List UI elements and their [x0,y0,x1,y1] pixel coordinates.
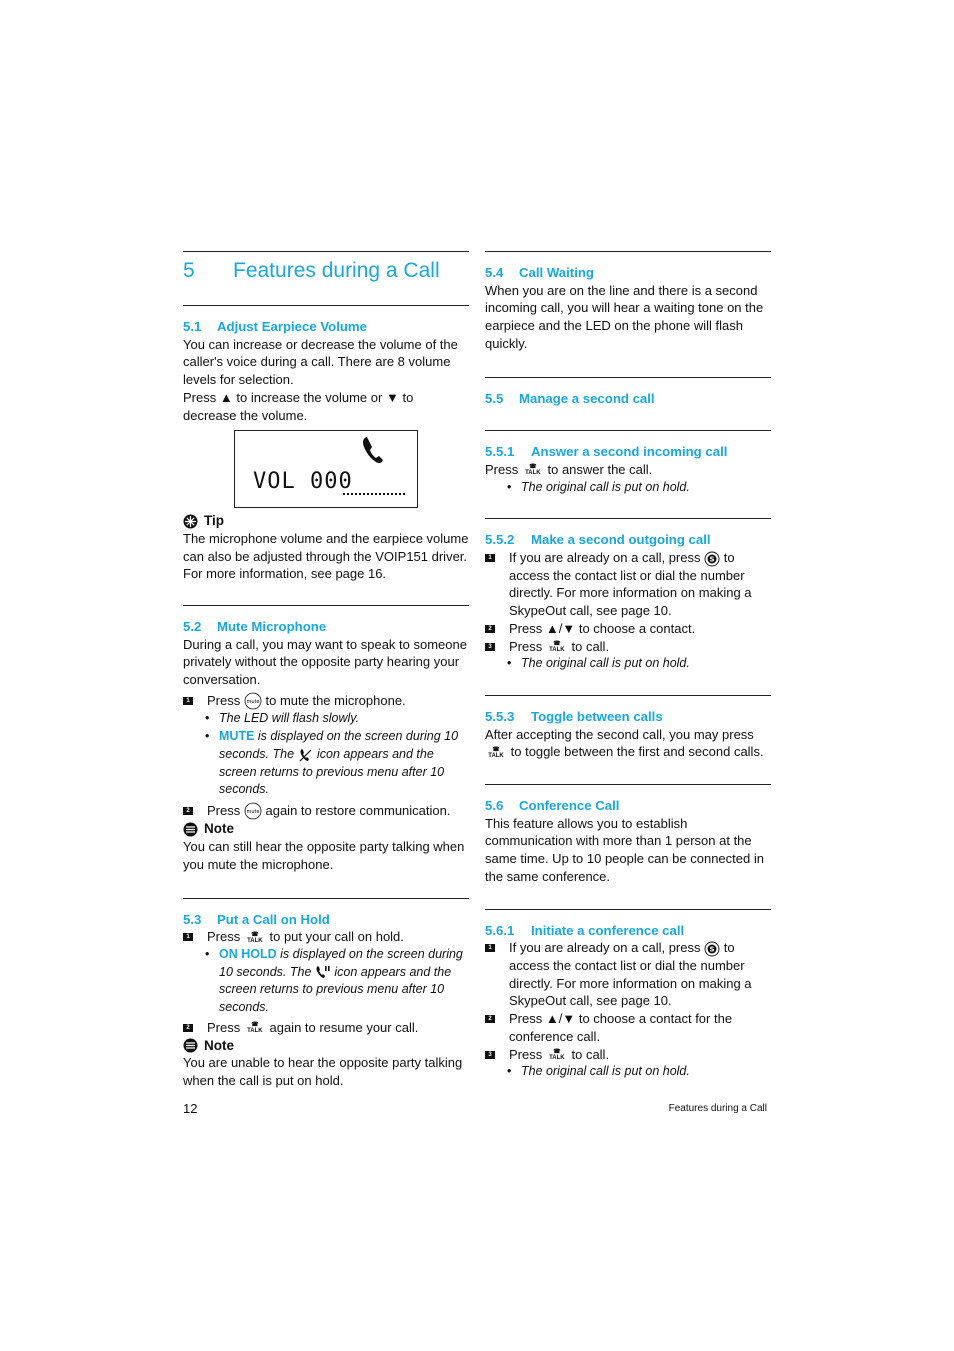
rule [485,377,771,378]
section-title: Make a second outgoing call [531,532,711,548]
mute-key-icon [244,802,262,820]
rule [485,430,771,431]
step-3 [485,638,771,656]
section-title: Call Waiting [519,265,594,280]
step-text [509,549,771,620]
mute-key-label: mute [246,699,260,706]
section-number: 5.1 [183,319,202,334]
step-3 [485,1046,771,1064]
section-heading [485,708,771,726]
section-title: Answer a second incoming call [531,444,728,460]
text: to call. [571,1046,610,1062]
text: If you are already on a call, press [509,550,701,566]
note-label [183,1037,469,1055]
bullet-item: • The LED will flash slowly. [183,710,469,728]
text: Press [485,461,519,477]
tip-icon [183,514,198,529]
skype-key-icon [704,941,720,957]
section-5-1 [183,318,469,583]
talk-key-label: TALK [549,647,565,654]
section-5-5 [485,390,771,408]
chapter-title: Features during a Call [233,259,440,282]
section-heading [485,390,771,408]
bullet-text [219,946,469,1017]
section-title: Conference Call [519,798,620,814]
step-2 [183,1019,469,1037]
section-5-6 [485,797,771,886]
text: icon appears and the screen returns to previous menu after 10 seconds. [219,746,445,797]
text: again to restore communication. [265,802,451,818]
section-5-2 [183,618,469,874]
section-heading [485,264,771,282]
bullet-item: • MUTE is displayed on the screen during 10 seconds. The icon appears and the screen returns to previous menu after 10 seconds. [183,728,469,799]
text: to choose a contact. [578,620,696,636]
rule [183,898,469,899]
label-text: Note [204,821,234,837]
text: After accepting the second call, you may press [485,726,754,742]
rule [485,518,771,519]
bullet-text: The original call is put on hold. [521,1064,690,1079]
footer-section-title: Features during a Call [668,1103,767,1114]
chapter-number: 5 [183,259,195,282]
talk-key-label: TALK [525,470,541,477]
rule [485,251,771,252]
on-hold-label: ON HOLD [219,947,277,961]
section-number: 5.4 [485,265,504,280]
step-1 [485,549,771,620]
lcd-volume-text: VOL 000 [253,469,353,495]
section-heading [485,443,771,461]
talk-key-label: TALK [549,1055,565,1062]
mute-status-icon [298,747,314,763]
step-text [509,1010,771,1045]
note-icon [183,822,198,837]
text: Press [207,929,241,945]
up-down-arrow-icon: ▲/▼ [545,1011,576,1027]
section-5-5-3 [485,708,771,761]
text: Press [207,802,241,818]
section-number: 5.6 [485,798,504,814]
down-arrow-icon: ▼ [385,389,399,405]
bullet-text: The original call is put on hold. [521,656,690,671]
talk-key-icon: ☎ TALK [488,746,504,759]
volume-level-dots [343,493,405,495]
bullet-text [219,728,469,799]
mute-key-icon [244,692,262,710]
tip-label [183,512,469,530]
section-5-5-2 [485,531,771,673]
section-title: Put a Call on Hold [217,911,330,927]
section-number: 5.5 [485,390,504,406]
paragraph: During a call, you may want to speak to someone privately without the opposite party hearing your conversation. [183,636,467,688]
text: Press [509,1046,543,1062]
left-column [183,251,469,1090]
paragraph: This feature allows you to establish communication with more than 1 person at the same time. Up to 10 people can be connected in the same conference. [485,815,764,884]
rule [485,909,771,910]
section-number: 5.3 [183,911,202,927]
step-number-icon: 2 [183,1024,193,1032]
text: Press [509,620,543,636]
bullet-item: • ON HOLD is displayed on the screen during 10 seconds. The icon appears and the screen returns to previous menu after 10 seconds. [183,946,469,1017]
talk-key-icon: ☎ TALK [549,641,565,654]
talk-key-icon: ☎ TALK [549,1049,565,1062]
step-number-icon: 3 [485,1051,495,1059]
section-number: 5.5.2 [485,532,515,548]
paragraph [485,726,771,761]
step-1 [183,692,469,711]
section-title: Toggle between calls [531,708,663,724]
text: to mute the microphone. [265,692,406,708]
section-number: 5.5.1 [485,444,515,460]
step-text [509,939,771,1010]
paragraph [183,389,469,424]
step-text [509,638,609,656]
step-text [207,928,404,946]
paragraph [485,461,771,479]
section-number: 5.6.1 [485,922,515,938]
talk-key-label: TALK [488,752,504,759]
step-number-icon: 2 [485,1015,495,1023]
text: to call. [571,638,610,654]
step-2 [183,802,469,821]
bullet-text: The original call is put on hold. [521,479,690,494]
text: is displayed on the screen during 10 seconds. The [219,729,459,761]
section-title: Adjust Earpiece Volume [217,319,367,334]
talk-key-label: TALK [247,937,263,944]
text: Press [183,389,217,405]
step-text [509,620,695,638]
step-text [207,802,450,821]
note-icon [183,1038,198,1053]
text: to put your call on hold. [269,929,404,945]
up-down-arrow-icon: ▲/▼ [545,620,576,636]
step-text [509,1046,609,1064]
step-text [207,1019,418,1037]
step-number-icon: 3 [485,643,495,651]
talk-key-icon: ☎ TALK [247,931,263,944]
note-text: You are unable to hear the opposite party talking when the call is put on hold. [183,1055,463,1088]
section-title: Manage a second call [519,390,655,406]
section-5-3 [183,911,469,1090]
mute-label: MUTE [219,729,255,744]
text: to access the contact list or dial the number directly. For more information on making a SkypeOut call, see page 10. [509,550,752,619]
skype-key-icon [704,551,720,567]
text: Press [509,1011,543,1027]
section-5-6-1 [485,922,771,1081]
step-number-icon: 2 [485,625,495,633]
step-text [207,692,406,711]
section-heading [485,531,771,549]
tip-text: The microphone volume and the earpiece volume can also be adjusted through the VOIP151 driver. For more information, see page 16. [183,530,469,582]
section-number: 5.5.3 [485,708,515,724]
skype-key-label: S [709,555,715,564]
text: Press [207,1019,241,1035]
section-heading [485,797,771,815]
text: Press [509,638,543,654]
section-heading [183,618,469,636]
talk-key-icon: ☎ TALK [247,1022,263,1035]
skype-key-label: S [709,945,715,954]
rule [183,251,469,252]
talk-key-icon: ☎ TALK [525,464,541,477]
section-5-5-1 [485,443,771,496]
note-label [183,820,469,838]
chapter-heading [183,259,469,294]
section-heading [183,911,469,929]
text: to decrease the volume. [183,389,414,423]
step-number-icon: 1 [183,697,193,705]
talk-key-label: TALK [247,1028,263,1035]
text: to increase the volume or [236,389,383,405]
label-text: Note [204,1037,234,1053]
step-number-icon: 1 [183,933,193,941]
paragraph: When you are on the line and there is a second incoming call, you will hear a waiting tone on the earpiece and the LED on the phone will flash quickly. [485,282,764,351]
section-heading [183,318,469,336]
up-arrow-icon: ▲ [219,389,233,405]
section-number: 5.2 [183,619,202,635]
bullet-text: The LED will flash slowly. [219,711,360,726]
step-number-icon: 2 [183,807,193,815]
text: to choose a contact for the conference call. [509,1011,733,1044]
section-title: Mute Microphone [217,619,327,635]
step-1 [183,928,469,946]
step-2 [485,620,771,638]
bullet-item: • The original call is put on hold. [485,655,771,673]
step-number-icon: 1 [485,554,495,562]
text: to access the contact list or dial the number directly. For more information on making a SkypeOut call, see page 10. [509,940,752,1009]
rule [183,305,469,306]
step-1 [485,939,771,1010]
page-number: 12 [183,1101,198,1116]
rule [183,605,469,606]
right-column [485,251,771,1081]
text: to toggle between the first and second calls. [510,744,764,760]
hold-status-icon [315,964,331,980]
lcd-display-illustration [234,430,418,508]
text: icon appears and the screen returns to previous menu after 10 seconds. [219,964,452,1015]
step-number-icon: 1 [485,944,495,952]
section-heading [485,922,771,940]
step-2 [485,1010,771,1045]
mute-key-label: mute [246,809,260,816]
bullet-item: • The original call is put on hold. [485,1063,771,1081]
rule [485,784,771,785]
text: to answer the call. [547,461,653,477]
section-5-4 [485,264,771,353]
paragraph: You can increase or decrease the volume of the caller's voice during a call. There are 8 volume levels for selection. [183,336,458,388]
label-text: Tip [204,513,224,529]
text: If you are already on a call, press [509,940,701,956]
bullet-item: • The original call is put on hold. [485,479,771,497]
rule [485,695,771,696]
text: Press [207,692,241,708]
section-title: Initiate a conference call [531,922,685,938]
text: again to resume your call. [269,1019,419,1035]
text: is displayed on the screen during 10 seconds. The [219,947,463,979]
note-text: You can still hear the opposite party talking when you mute the microphone. [183,839,465,872]
